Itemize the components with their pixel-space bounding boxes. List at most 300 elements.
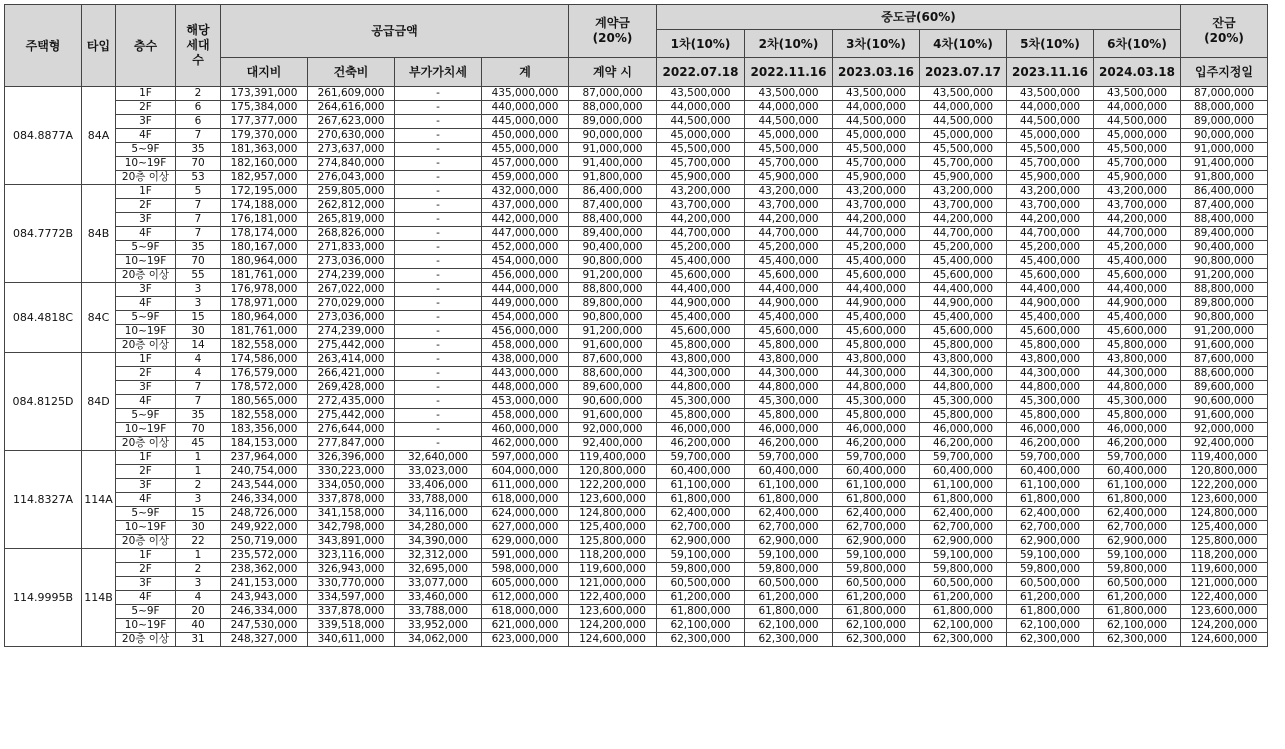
land-cost-cell: 246,334,000: [221, 493, 308, 507]
middle-payment-cell: 45,200,000: [920, 241, 1007, 255]
middle-payment-cell: 61,100,000: [833, 479, 920, 493]
balance-cell: 90,800,000: [1181, 255, 1268, 269]
vat-cell: -: [395, 171, 482, 185]
middle-payment-cell: 44,900,000: [833, 297, 920, 311]
households-cell: 35: [176, 143, 221, 157]
middle-payment-cell: 43,500,000: [745, 87, 833, 101]
middle-payment-cell: 44,700,000: [745, 227, 833, 241]
middle-payment-cell: 45,200,000: [833, 241, 920, 255]
balance-cell: 122,200,000: [1181, 479, 1268, 493]
floor-cell: 4F: [116, 297, 176, 311]
households-cell: 7: [176, 395, 221, 409]
middle-payment-cell: 43,200,000: [657, 185, 745, 199]
type-cell: 114A: [82, 451, 116, 549]
middle-payment-cell: 43,200,000: [1094, 185, 1181, 199]
total-cell: 629,000,000: [482, 535, 569, 549]
floor-cell: 2F: [116, 367, 176, 381]
header-building: 건축비: [308, 58, 395, 87]
balance-cell: 87,400,000: [1181, 199, 1268, 213]
middle-payment-cell: 59,100,000: [1007, 549, 1094, 563]
land-cost-cell: 180,565,000: [221, 395, 308, 409]
header-floor: 층수: [116, 5, 176, 87]
land-cost-cell: 178,572,000: [221, 381, 308, 395]
households-cell: 22: [176, 535, 221, 549]
middle-payment-cell: 45,000,000: [920, 129, 1007, 143]
middle-payment-cell: 62,700,000: [1007, 521, 1094, 535]
middle-payment-cell: 44,500,000: [745, 115, 833, 129]
middle-payment-cell: 61,800,000: [920, 493, 1007, 507]
header-middle-round: 6차(10%): [1094, 30, 1181, 58]
middle-payment-cell: 44,800,000: [833, 381, 920, 395]
middle-payment-cell: 44,200,000: [1094, 213, 1181, 227]
balance-cell: 88,400,000: [1181, 213, 1268, 227]
table-row: [5, 591, 1268, 605]
table-row: [5, 283, 1268, 297]
middle-payment-cell: 44,300,000: [1007, 367, 1094, 381]
land-cost-cell: 250,719,000: [221, 535, 308, 549]
contract-cell: 125,400,000: [569, 521, 657, 535]
building-cost-cell: 342,798,000: [308, 521, 395, 535]
middle-payment-cell: 45,900,000: [745, 171, 833, 185]
header-balance: 잔금 (20%): [1181, 5, 1268, 58]
contract-cell: 122,200,000: [569, 479, 657, 493]
header-middle-date: 2023.07.17: [920, 58, 1007, 87]
balance-cell: 119,600,000: [1181, 563, 1268, 577]
middle-payment-cell: 61,800,000: [1007, 493, 1094, 507]
households-cell: 3: [176, 283, 221, 297]
middle-payment-cell: 59,100,000: [833, 549, 920, 563]
balance-cell: 124,800,000: [1181, 507, 1268, 521]
middle-payment-cell: 45,500,000: [1007, 143, 1094, 157]
middle-payment-cell: 44,800,000: [1007, 381, 1094, 395]
land-cost-cell: 237,964,000: [221, 451, 308, 465]
middle-payment-cell: 43,500,000: [657, 87, 745, 101]
middle-payment-cell: 43,700,000: [833, 199, 920, 213]
house-type-cell: 114.8327A: [5, 451, 82, 549]
total-cell: 456,000,000: [482, 269, 569, 283]
contract-cell: 123,600,000: [569, 493, 657, 507]
contract-cell: 124,200,000: [569, 619, 657, 633]
total-cell: 458,000,000: [482, 339, 569, 353]
middle-payment-cell: 44,700,000: [1094, 227, 1181, 241]
building-cost-cell: 275,442,000: [308, 409, 395, 423]
total-cell: 459,000,000: [482, 171, 569, 185]
total-cell: 442,000,000: [482, 213, 569, 227]
table-row: [5, 325, 1268, 339]
building-cost-cell: 326,943,000: [308, 563, 395, 577]
middle-payment-cell: 45,700,000: [833, 157, 920, 171]
middle-payment-cell: 59,800,000: [1094, 563, 1181, 577]
type-cell: 84C: [82, 283, 116, 353]
total-cell: 457,000,000: [482, 157, 569, 171]
floor-cell: 3F: [116, 283, 176, 297]
balance-cell: 87,000,000: [1181, 87, 1268, 101]
households-cell: 40: [176, 619, 221, 633]
middle-payment-cell: 45,500,000: [920, 143, 1007, 157]
middle-payment-cell: 46,200,000: [657, 437, 745, 451]
land-cost-cell: 248,726,000: [221, 507, 308, 521]
middle-payment-cell: 45,000,000: [833, 129, 920, 143]
total-cell: 444,000,000: [482, 283, 569, 297]
vat-cell: -: [395, 199, 482, 213]
building-cost-cell: 340,611,000: [308, 633, 395, 647]
total-cell: 462,000,000: [482, 437, 569, 451]
floor-cell: 2F: [116, 563, 176, 577]
floor-cell: 2F: [116, 101, 176, 115]
table-row: [5, 339, 1268, 353]
contract-cell: 89,600,000: [569, 381, 657, 395]
floor-cell: 1F: [116, 185, 176, 199]
middle-payment-cell: 46,200,000: [1094, 437, 1181, 451]
middle-payment-cell: 46,000,000: [1007, 423, 1094, 437]
table-row: [5, 171, 1268, 185]
middle-payment-cell: 62,100,000: [745, 619, 833, 633]
floor-cell: 1F: [116, 87, 176, 101]
contract-cell: 91,600,000: [569, 409, 657, 423]
table-row: [5, 241, 1268, 255]
table-row: [5, 87, 1268, 101]
households-cell: 70: [176, 255, 221, 269]
middle-payment-cell: 45,400,000: [920, 311, 1007, 325]
floor-cell: 5~9F: [116, 143, 176, 157]
middle-payment-cell: 44,500,000: [1094, 115, 1181, 129]
middle-payment-cell: 43,800,000: [745, 353, 833, 367]
middle-payment-cell: 45,600,000: [1007, 325, 1094, 339]
middle-payment-cell: 45,400,000: [657, 311, 745, 325]
table-row: [5, 185, 1268, 199]
balance-cell: 90,800,000: [1181, 311, 1268, 325]
middle-payment-cell: 59,800,000: [1007, 563, 1094, 577]
balance-cell: 88,000,000: [1181, 101, 1268, 115]
middle-payment-cell: 62,300,000: [657, 633, 745, 647]
table-row: [5, 493, 1268, 507]
middle-payment-cell: 62,300,000: [1007, 633, 1094, 647]
contract-cell: 91,800,000: [569, 171, 657, 185]
land-cost-cell: 174,586,000: [221, 353, 308, 367]
contract-cell: 119,600,000: [569, 563, 657, 577]
middle-payment-cell: 62,100,000: [833, 619, 920, 633]
land-cost-cell: 174,188,000: [221, 199, 308, 213]
middle-payment-cell: 45,500,000: [657, 143, 745, 157]
building-cost-cell: 262,812,000: [308, 199, 395, 213]
building-cost-cell: 341,158,000: [308, 507, 395, 521]
header-middle: 중도금(60%): [657, 5, 1181, 30]
middle-payment-cell: 45,000,000: [657, 129, 745, 143]
middle-payment-cell: 62,900,000: [657, 535, 745, 549]
middle-payment-cell: 45,200,000: [745, 241, 833, 255]
middle-payment-cell: 60,500,000: [745, 577, 833, 591]
middle-payment-cell: 45,600,000: [833, 269, 920, 283]
house-type-cell: 114.9995B: [5, 549, 82, 647]
land-cost-cell: 247,530,000: [221, 619, 308, 633]
table-header: [5, 5, 1268, 87]
middle-payment-cell: 61,100,000: [920, 479, 1007, 493]
floor-cell: 10~19F: [116, 619, 176, 633]
middle-payment-cell: 59,800,000: [833, 563, 920, 577]
middle-payment-cell: 60,500,000: [657, 577, 745, 591]
vat-cell: -: [395, 157, 482, 171]
middle-payment-cell: 62,100,000: [1007, 619, 1094, 633]
middle-payment-cell: 43,500,000: [1007, 87, 1094, 101]
contract-cell: 87,400,000: [569, 199, 657, 213]
middle-payment-cell: 62,100,000: [920, 619, 1007, 633]
vat-cell: -: [395, 129, 482, 143]
total-cell: 447,000,000: [482, 227, 569, 241]
middle-payment-cell: 44,400,000: [833, 283, 920, 297]
middle-payment-cell: 45,400,000: [833, 255, 920, 269]
balance-cell: 89,800,000: [1181, 297, 1268, 311]
middle-payment-cell: 44,700,000: [920, 227, 1007, 241]
middle-payment-cell: 45,300,000: [1094, 395, 1181, 409]
middle-payment-cell: 45,600,000: [657, 325, 745, 339]
land-cost-cell: 249,922,000: [221, 521, 308, 535]
building-cost-cell: 323,116,000: [308, 549, 395, 563]
building-cost-cell: 330,770,000: [308, 577, 395, 591]
vat-cell: -: [395, 353, 482, 367]
middle-payment-cell: 45,400,000: [1007, 311, 1094, 325]
middle-payment-cell: 60,400,000: [1094, 465, 1181, 479]
building-cost-cell: 277,847,000: [308, 437, 395, 451]
total-cell: 612,000,000: [482, 591, 569, 605]
middle-payment-cell: 46,200,000: [920, 437, 1007, 451]
households-cell: 31: [176, 633, 221, 647]
header-middle-round: 3차(10%): [833, 30, 920, 58]
middle-payment-cell: 43,800,000: [833, 353, 920, 367]
total-cell: 623,000,000: [482, 633, 569, 647]
middle-payment-cell: 62,100,000: [657, 619, 745, 633]
households-cell: 70: [176, 157, 221, 171]
middle-payment-cell: 43,500,000: [920, 87, 1007, 101]
middle-payment-cell: 44,700,000: [833, 227, 920, 241]
vat-cell: 34,280,000: [395, 521, 482, 535]
vat-cell: 33,077,000: [395, 577, 482, 591]
middle-payment-cell: 45,800,000: [920, 339, 1007, 353]
total-cell: 432,000,000: [482, 185, 569, 199]
vat-cell: -: [395, 227, 482, 241]
middle-payment-cell: 61,800,000: [657, 493, 745, 507]
balance-cell: 118,200,000: [1181, 549, 1268, 563]
building-cost-cell: 276,644,000: [308, 423, 395, 437]
middle-payment-cell: 60,500,000: [1007, 577, 1094, 591]
middle-payment-cell: 45,300,000: [920, 395, 1007, 409]
type-cell: 84A: [82, 87, 116, 185]
households-cell: 20: [176, 605, 221, 619]
total-cell: 611,000,000: [482, 479, 569, 493]
middle-payment-cell: 44,800,000: [657, 381, 745, 395]
households-cell: 1: [176, 465, 221, 479]
total-cell: 455,000,000: [482, 143, 569, 157]
middle-payment-cell: 43,200,000: [833, 185, 920, 199]
middle-payment-cell: 61,800,000: [1094, 493, 1181, 507]
building-cost-cell: 334,050,000: [308, 479, 395, 493]
middle-payment-cell: 45,700,000: [657, 157, 745, 171]
middle-payment-cell: 45,800,000: [1007, 339, 1094, 353]
land-cost-cell: 182,558,000: [221, 339, 308, 353]
middle-payment-cell: 45,400,000: [745, 311, 833, 325]
middle-payment-cell: 46,200,000: [1007, 437, 1094, 451]
middle-payment-cell: 45,600,000: [745, 325, 833, 339]
middle-payment-cell: 45,400,000: [833, 311, 920, 325]
middle-payment-cell: 44,300,000: [833, 367, 920, 381]
vat-cell: 33,788,000: [395, 493, 482, 507]
middle-payment-cell: 46,200,000: [745, 437, 833, 451]
middle-payment-cell: 46,000,000: [833, 423, 920, 437]
table-row: [5, 479, 1268, 493]
land-cost-cell: 177,377,000: [221, 115, 308, 129]
balance-cell: 125,800,000: [1181, 535, 1268, 549]
total-cell: 624,000,000: [482, 507, 569, 521]
contract-cell: 89,000,000: [569, 115, 657, 129]
total-cell: 618,000,000: [482, 605, 569, 619]
total-cell: 438,000,000: [482, 353, 569, 367]
vat-cell: -: [395, 185, 482, 199]
middle-payment-cell: 45,900,000: [1094, 171, 1181, 185]
vat-cell: 33,406,000: [395, 479, 482, 493]
middle-payment-cell: 44,900,000: [920, 297, 1007, 311]
households-cell: 7: [176, 199, 221, 213]
middle-payment-cell: 44,200,000: [833, 213, 920, 227]
middle-payment-cell: 44,500,000: [920, 115, 1007, 129]
middle-payment-cell: 44,300,000: [745, 367, 833, 381]
contract-cell: 120,800,000: [569, 465, 657, 479]
middle-payment-cell: 45,000,000: [745, 129, 833, 143]
middle-payment-cell: 45,400,000: [745, 255, 833, 269]
building-cost-cell: 265,819,000: [308, 213, 395, 227]
middle-payment-cell: 45,300,000: [745, 395, 833, 409]
balance-cell: 92,400,000: [1181, 437, 1268, 451]
balance-cell: 91,400,000: [1181, 157, 1268, 171]
vat-cell: -: [395, 381, 482, 395]
vat-cell: 34,116,000: [395, 507, 482, 521]
balance-cell: 91,600,000: [1181, 409, 1268, 423]
land-cost-cell: 175,384,000: [221, 101, 308, 115]
total-cell: 621,000,000: [482, 619, 569, 633]
header-contract-when: 계약 시: [569, 58, 657, 87]
header-house-type: 주택형: [5, 5, 82, 87]
vat-cell: 34,390,000: [395, 535, 482, 549]
middle-payment-cell: 44,900,000: [657, 297, 745, 311]
middle-payment-cell: 59,800,000: [920, 563, 1007, 577]
balance-cell: 89,400,000: [1181, 227, 1268, 241]
table-row: [5, 535, 1268, 549]
building-cost-cell: 263,414,000: [308, 353, 395, 367]
middle-payment-cell: 62,900,000: [745, 535, 833, 549]
balance-cell: 90,000,000: [1181, 129, 1268, 143]
middle-payment-cell: 44,400,000: [1007, 283, 1094, 297]
land-cost-cell: 182,558,000: [221, 409, 308, 423]
floor-cell: 4F: [116, 395, 176, 409]
middle-payment-cell: 44,700,000: [1007, 227, 1094, 241]
middle-payment-cell: 62,700,000: [833, 521, 920, 535]
land-cost-cell: 180,167,000: [221, 241, 308, 255]
building-cost-cell: 337,878,000: [308, 605, 395, 619]
middle-payment-cell: 45,600,000: [657, 269, 745, 283]
middle-payment-cell: 44,300,000: [1094, 367, 1181, 381]
building-cost-cell: 274,239,000: [308, 325, 395, 339]
type-cell: 114B: [82, 549, 116, 647]
balance-cell: 91,600,000: [1181, 339, 1268, 353]
middle-payment-cell: 46,000,000: [745, 423, 833, 437]
households-cell: 6: [176, 115, 221, 129]
middle-payment-cell: 61,800,000: [745, 493, 833, 507]
middle-payment-cell: 43,800,000: [920, 353, 1007, 367]
total-cell: 598,000,000: [482, 563, 569, 577]
table-row: [5, 297, 1268, 311]
middle-payment-cell: 59,800,000: [657, 563, 745, 577]
type-cell: 84B: [82, 185, 116, 283]
middle-payment-cell: 45,300,000: [1007, 395, 1094, 409]
land-cost-cell: 178,174,000: [221, 227, 308, 241]
middle-payment-cell: 43,200,000: [745, 185, 833, 199]
land-cost-cell: 243,544,000: [221, 479, 308, 493]
middle-payment-cell: 45,600,000: [745, 269, 833, 283]
land-cost-cell: 180,964,000: [221, 311, 308, 325]
middle-payment-cell: 45,500,000: [833, 143, 920, 157]
building-cost-cell: 275,442,000: [308, 339, 395, 353]
contract-cell: 86,400,000: [569, 185, 657, 199]
households-cell: 4: [176, 591, 221, 605]
balance-cell: 88,800,000: [1181, 283, 1268, 297]
middle-payment-cell: 46,000,000: [657, 423, 745, 437]
contract-cell: 90,400,000: [569, 241, 657, 255]
middle-payment-cell: 45,900,000: [920, 171, 1007, 185]
middle-payment-cell: 45,400,000: [1007, 255, 1094, 269]
total-cell: 440,000,000: [482, 101, 569, 115]
households-cell: 7: [176, 227, 221, 241]
middle-payment-cell: 59,700,000: [657, 451, 745, 465]
vat-cell: -: [395, 437, 482, 451]
total-cell: 450,000,000: [482, 129, 569, 143]
header-middle-round: 2차(10%): [745, 30, 833, 58]
middle-payment-cell: 46,200,000: [833, 437, 920, 451]
middle-payment-cell: 46,000,000: [1094, 423, 1181, 437]
contract-cell: 90,800,000: [569, 311, 657, 325]
vat-cell: -: [395, 311, 482, 325]
contract-cell: 88,400,000: [569, 213, 657, 227]
balance-cell: 125,400,000: [1181, 521, 1268, 535]
header-balance-when: 입주지정일: [1181, 58, 1268, 87]
middle-payment-cell: 61,100,000: [657, 479, 745, 493]
table-row: [5, 367, 1268, 381]
middle-payment-cell: 60,400,000: [1007, 465, 1094, 479]
building-cost-cell: 343,891,000: [308, 535, 395, 549]
middle-payment-cell: 44,800,000: [1094, 381, 1181, 395]
table-row: [5, 577, 1268, 591]
table-row: [5, 465, 1268, 479]
middle-payment-cell: 61,200,000: [657, 591, 745, 605]
floor-cell: 3F: [116, 381, 176, 395]
middle-payment-cell: 43,200,000: [1007, 185, 1094, 199]
total-cell: 604,000,000: [482, 465, 569, 479]
contract-cell: 88,800,000: [569, 283, 657, 297]
header-middle-date: 2023.11.16: [1007, 58, 1094, 87]
balance-cell: 91,800,000: [1181, 171, 1268, 185]
total-cell: 437,000,000: [482, 199, 569, 213]
land-cost-cell: 241,153,000: [221, 577, 308, 591]
header-contract: 계약금 (20%): [569, 5, 657, 58]
table-row: [5, 227, 1268, 241]
households-cell: 35: [176, 241, 221, 255]
table-row: [5, 563, 1268, 577]
balance-cell: 91,200,000: [1181, 325, 1268, 339]
middle-payment-cell: 61,800,000: [1094, 605, 1181, 619]
header-middle-date: 2023.03.16: [833, 58, 920, 87]
middle-payment-cell: 61,100,000: [1007, 479, 1094, 493]
building-cost-cell: 259,805,000: [308, 185, 395, 199]
building-cost-cell: 264,616,000: [308, 101, 395, 115]
middle-payment-cell: 61,100,000: [1094, 479, 1181, 493]
middle-payment-cell: 62,900,000: [1007, 535, 1094, 549]
